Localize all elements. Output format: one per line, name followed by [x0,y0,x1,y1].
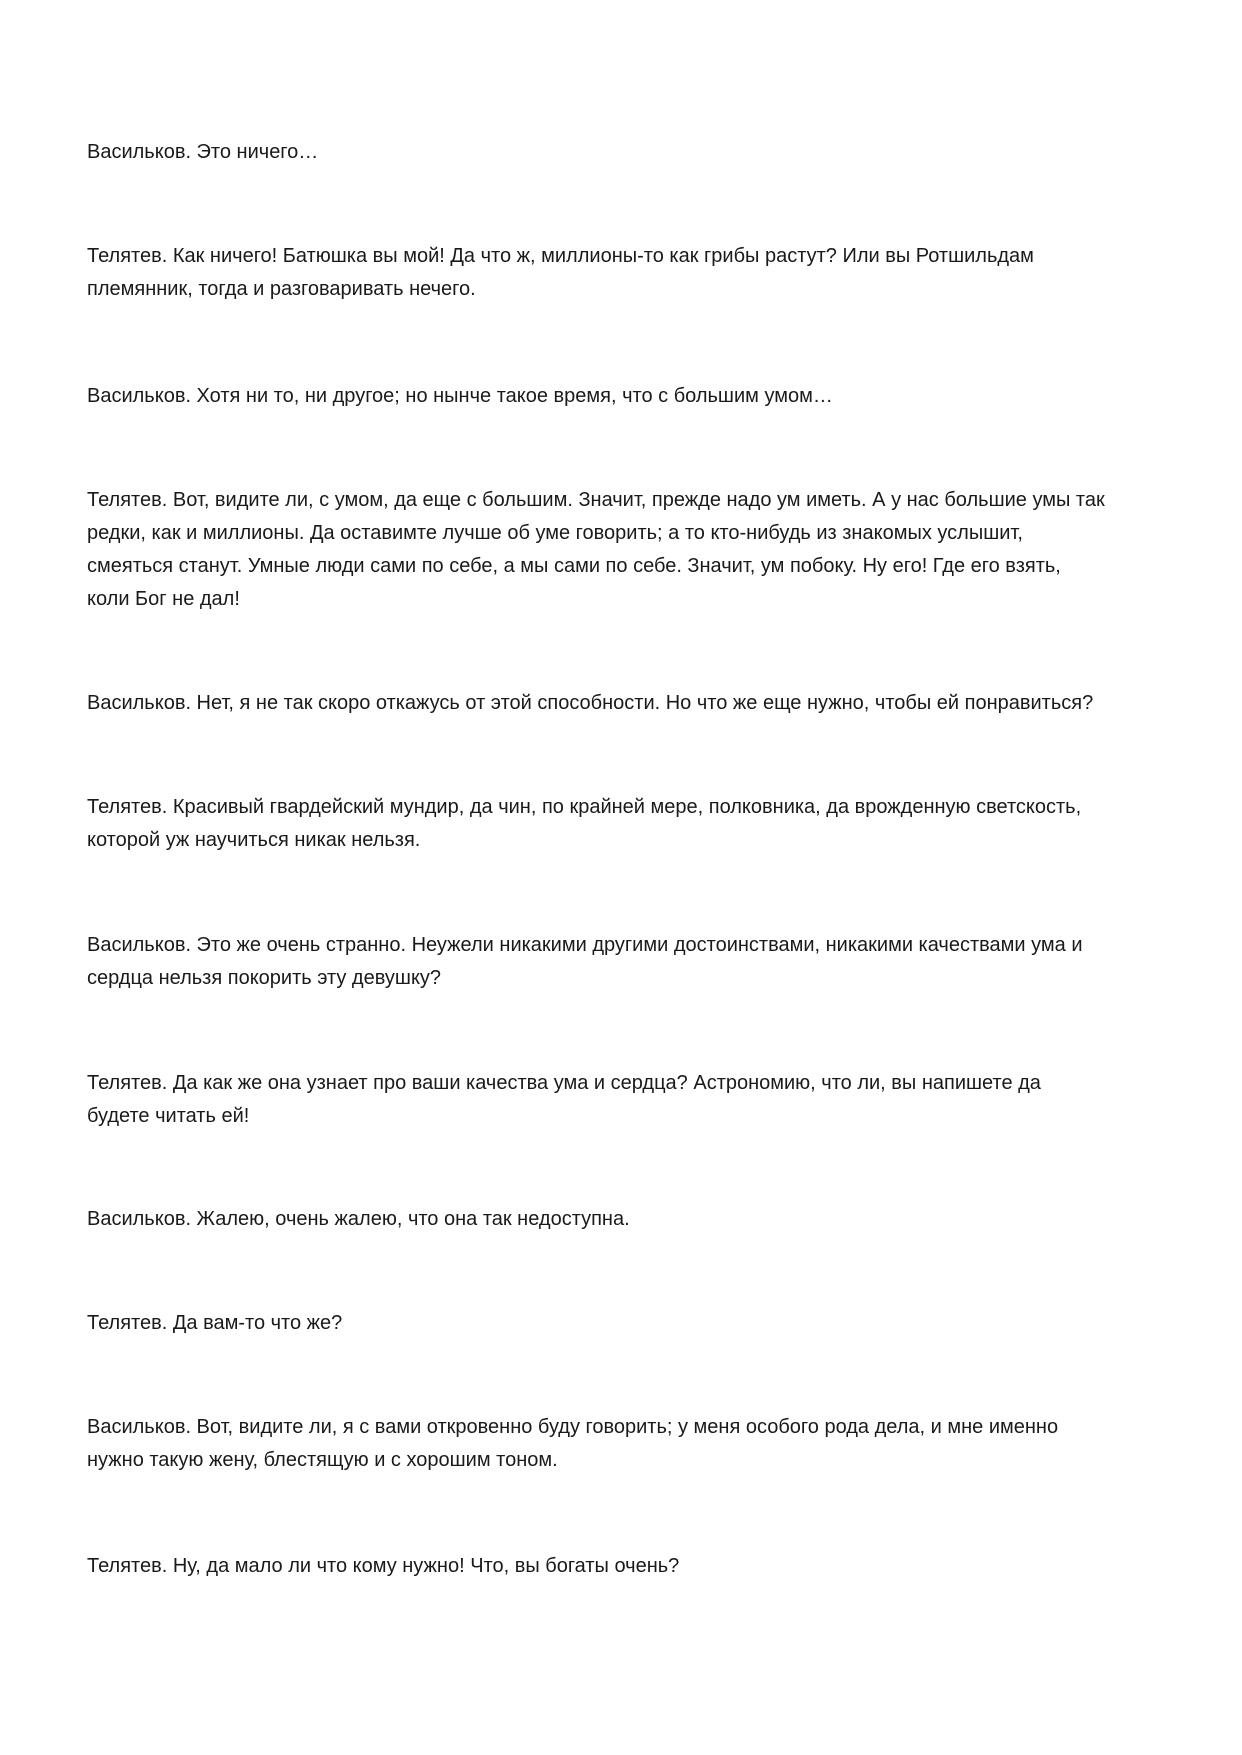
paragraph-telyatev-4: Телятев. Да как же она узнает про ваши качества ума и сердца? Астрономию, что ли, вы напишете да будете читать ей! [87,1072,1041,1127]
paragraph-telyatev-3: Телятев. Красивый гвардейский мундир, да чин, по крайней мере, полковника, да врожденную светскость, которой уж научиться никак нельзя. [87,796,1082,851]
paragraph-telyatev-5: Телятев. Да вам-то что же? [87,1312,343,1334]
paragraph-telyatev-6: Телятев. Ну, да мало ли что кому нужно! Что, вы богаты очень? [87,1555,680,1577]
paragraph-vasilkov-5: Васильков. Жалею, очень жалею, что она так недоступна. [87,1208,630,1230]
paragraph-vasilkov-3: Васильков. Нет, я не так скоро откажусь от этой способности. Но что же еще нужно, чтобы ей понравиться? [87,692,1094,714]
paragraph-vasilkov-1: Васильков. Это ничего… [87,141,319,163]
paragraph-telyatev-1: Телятев. Как ничего! Батюшка вы мой! Да что ж, миллионы-то как грибы растут? Или вы Ротшильдам племянник, тогда и разговаривать нечего. [87,245,1034,300]
paragraph-vasilkov-6: Васильков. Вот, видите ли, я с вами откровенно буду говорить; у меня особого рода дела, и мне именно нужно такую жену, блестящую и с хорошим тоном. [87,1416,1059,1471]
paragraph-vasilkov-2: Васильков. Хотя ни то, ни другое; но нынче такое время, что с большим умом… [87,385,833,407]
paragraph-telyatev-2: Телятев. Вот, видите ли, с умом, да еще с большим. Значит, прежде надо ум иметь. А у нас большие умы так редки, как и миллионы. Да оставимте лучше об уме говорить; а то кто-нибудь из знакомых услышит, смеяться станут. Умные люди сами по себе, а мы сами по себе. Значит, ум побоку. Ну его! Где его взять, коли Бог не дал! [87,489,1105,610]
paragraph-vasilkov-4: Васильков. Это же очень странно. Неужели никакими другими достоинствами, никакими качествами ума и сердца нельзя покорить эту девушку? [87,934,1083,989]
